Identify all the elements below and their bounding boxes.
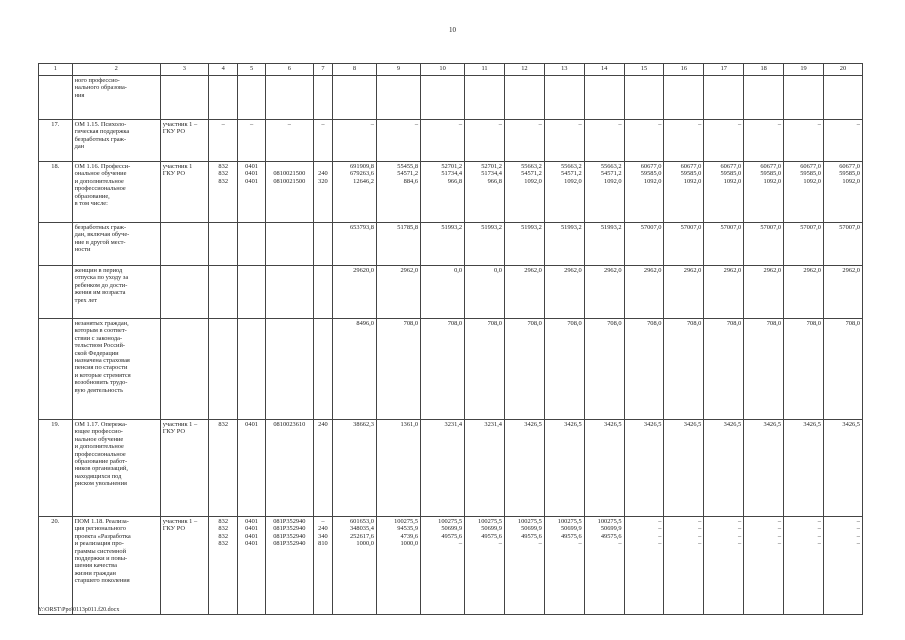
header-cell: 4 — [209, 64, 238, 76]
value-cell: 2962,0 — [784, 266, 824, 319]
target-article-cell — [265, 223, 313, 266]
value-cell: 57007,0 — [704, 223, 744, 266]
target-article-cell — [265, 319, 313, 420]
grbs-code-cell: 832 832 832 832 — [209, 517, 238, 615]
file-path-footer: Y:\ORST\Ppo\0113p011.f20.docx — [38, 607, 120, 613]
header-cell: 15 — [624, 64, 664, 76]
header-cell: 13 — [544, 64, 584, 76]
value-cell — [624, 76, 664, 120]
header-cell: 9 — [376, 64, 420, 76]
row-number-cell: 17. — [39, 120, 73, 162]
target-article-cell: 0810023610 — [265, 420, 313, 517]
value-cell: 52701,2 51734,4 966,8 — [421, 162, 465, 223]
value-cell: 51993,2 — [421, 223, 465, 266]
value-cell: 100275,5 50699,9 49575,6 – — [465, 517, 505, 615]
value-cell — [664, 76, 704, 120]
section-code-cell — [238, 223, 265, 266]
value-cell: 60677,0 59585,0 1092,0 — [744, 162, 784, 223]
header-cell: 7 — [313, 64, 332, 76]
value-cell: 57007,0 — [624, 223, 664, 266]
value-cell — [704, 76, 744, 120]
value-cell: 38662,3 — [332, 420, 376, 517]
participant-cell: участник 1 ГКУ РО — [160, 162, 208, 223]
value-cell: – – – – — [784, 517, 824, 615]
row-number-cell: 19. — [39, 420, 73, 517]
value-cell: 708,0 — [784, 319, 824, 420]
section-code-cell — [238, 319, 265, 420]
grbs-code-cell: 832 832 832 — [209, 162, 238, 223]
table-row — [39, 223, 863, 266]
section-code-cell: 0401 0401 0401 0401 — [238, 517, 265, 615]
value-cell: 100275,5 50699,9 49575,6 – — [504, 517, 544, 615]
value-cell: 3426,5 — [544, 420, 584, 517]
grbs-code-cell — [209, 76, 238, 120]
row-number-cell — [39, 76, 73, 120]
value-cell: 3426,5 — [664, 420, 704, 517]
value-cell: 708,0 — [664, 319, 704, 420]
section-code-cell — [238, 76, 265, 120]
target-article-cell: 081P352940 081P352940 081P352940 081P352940 — [265, 517, 313, 615]
header-cell: 6 — [265, 64, 313, 76]
value-cell: 3426,5 — [624, 420, 664, 517]
value-cell: – – – – — [704, 517, 744, 615]
row-number-cell — [39, 319, 73, 420]
value-cell: 100275,5 50699,9 49575,6 – — [421, 517, 465, 615]
value-cell: – – – – — [823, 517, 862, 615]
header-cell: 17 — [704, 64, 744, 76]
value-cell: 708,0 — [376, 319, 420, 420]
value-cell: 100275,5 50699,9 49575,6 – — [584, 517, 624, 615]
value-cell: 3426,5 — [784, 420, 824, 517]
expense-type-cell — [313, 319, 332, 420]
header-cell: 18 — [744, 64, 784, 76]
value-cell: 57007,0 — [823, 223, 862, 266]
value-cell: 52701,2 51734,4 966,8 — [465, 162, 505, 223]
value-cell: 708,0 — [744, 319, 784, 420]
value-cell — [376, 76, 420, 120]
value-cell: 55663,2 54571,2 1092,0 — [584, 162, 624, 223]
value-cell: – — [744, 120, 784, 162]
value-cell: – — [332, 120, 376, 162]
participant-cell — [160, 319, 208, 420]
header-cell: 19 — [784, 64, 824, 76]
expense-type-cell — [313, 76, 332, 120]
measure-name-cell: ОМ 1.15. Психоло- гическая поддержка безработных граж- дан — [72, 120, 160, 162]
value-cell: 3426,5 — [744, 420, 784, 517]
value-cell: 100275,5 94535,9 4739,6 1000,0 — [376, 517, 420, 615]
measure-name-cell: женщин в период отпуска по уходу за ребенком до дости- жения им возраста трех лет — [72, 266, 160, 319]
grbs-code-cell: – — [209, 120, 238, 162]
value-cell: 708,0 — [504, 319, 544, 420]
value-cell: 2962,0 — [624, 266, 664, 319]
table-row — [39, 120, 863, 162]
value-cell — [584, 76, 624, 120]
target-article-cell: 0810021500 0810021500 — [265, 162, 313, 223]
value-cell: 3231,4 — [421, 420, 465, 517]
value-cell: 2962,0 — [823, 266, 862, 319]
header-cell: 8 — [332, 64, 376, 76]
table-row — [39, 266, 863, 319]
header-cell: 5 — [238, 64, 265, 76]
value-cell: – — [376, 120, 420, 162]
value-cell: 51993,2 — [544, 223, 584, 266]
measure-name-cell: безработных граж- дан, включая обуче- ние в другой мест- ности — [72, 223, 160, 266]
table-row — [39, 319, 863, 420]
participant-cell: участник 1 – ГКУ РО — [160, 120, 208, 162]
value-cell: – — [624, 120, 664, 162]
value-cell: – — [704, 120, 744, 162]
target-article-cell: – — [265, 120, 313, 162]
header-cell: 20 — [823, 64, 862, 76]
value-cell: 708,0 — [421, 319, 465, 420]
value-cell — [465, 76, 505, 120]
value-cell: 8496,0 — [332, 319, 376, 420]
expense-type-cell: – 240 340 810 — [313, 517, 332, 615]
value-cell — [504, 76, 544, 120]
section-code-cell: – — [238, 120, 265, 162]
grbs-code-cell — [209, 266, 238, 319]
header-cell: 10 — [421, 64, 465, 76]
value-cell: 3426,5 — [704, 420, 744, 517]
participant-cell — [160, 223, 208, 266]
target-article-cell — [265, 266, 313, 319]
participant-cell — [160, 266, 208, 319]
value-cell: – — [544, 120, 584, 162]
measure-name-cell: ОМ 1.16. Професси- ональное обучение и дополнительное профессиональное образование, в том числе: — [72, 162, 160, 223]
value-cell: – — [421, 120, 465, 162]
header-row — [39, 64, 863, 76]
value-cell — [744, 76, 784, 120]
header-cell: 16 — [664, 64, 704, 76]
grbs-code-cell: 832 — [209, 420, 238, 517]
value-cell: – – – – — [744, 517, 784, 615]
value-cell: 3426,5 — [584, 420, 624, 517]
grbs-code-cell — [209, 223, 238, 266]
expense-type-cell: – — [313, 120, 332, 162]
table-row — [39, 517, 863, 615]
expense-type-cell: 240 — [313, 420, 332, 517]
value-cell: 51993,2 — [584, 223, 624, 266]
value-cell: 29620,0 — [332, 266, 376, 319]
value-cell: 3426,5 — [504, 420, 544, 517]
value-cell: – — [664, 120, 704, 162]
measure-name-cell: незанятых граждан, которым в соответ- ствии с законода- тельством Россий- ской Федерации назначена страховая пенсия по старости и которые стремятся возобновить трудо- вую деятельность — [72, 319, 160, 420]
value-cell: 60677,0 59585,0 1092,0 — [784, 162, 824, 223]
row-number-cell — [39, 266, 73, 319]
section-code-cell — [238, 266, 265, 319]
table-row — [39, 162, 863, 223]
value-cell: – — [504, 120, 544, 162]
target-article-cell — [265, 76, 313, 120]
table-row — [39, 76, 863, 120]
header-cell: 2 — [72, 64, 160, 76]
value-cell: 708,0 — [584, 319, 624, 420]
value-cell: 691909,8 679263,6 12646,2 — [332, 162, 376, 223]
value-cell: – — [465, 120, 505, 162]
page-number: 10 — [449, 26, 456, 34]
value-cell: 55663,2 54571,2 1092,0 — [544, 162, 584, 223]
row-number-cell: 20. — [39, 517, 73, 615]
value-cell: 55663,2 54571,2 1092,0 — [504, 162, 544, 223]
value-cell: 57007,0 — [784, 223, 824, 266]
value-cell: 57007,0 — [664, 223, 704, 266]
grbs-code-cell — [209, 319, 238, 420]
table-row — [39, 420, 863, 517]
value-cell: 57007,0 — [744, 223, 784, 266]
participant-cell: участник 1 – ГКУ РО — [160, 517, 208, 615]
value-cell: 60677,0 59585,0 1092,0 — [664, 162, 704, 223]
row-number-cell — [39, 223, 73, 266]
value-cell — [332, 76, 376, 120]
value-cell — [823, 76, 862, 120]
header-cell: 3 — [160, 64, 208, 76]
value-cell: – — [823, 120, 862, 162]
value-cell: 2962,0 — [584, 266, 624, 319]
value-cell: 1361,0 — [376, 420, 420, 517]
value-cell: 2962,0 — [504, 266, 544, 319]
value-cell: – — [584, 120, 624, 162]
header-cell: 12 — [504, 64, 544, 76]
value-cell: 60677,0 59585,0 1092,0 — [704, 162, 744, 223]
value-cell: 708,0 — [465, 319, 505, 420]
measure-name-cell: ОМ 1.17. Опережа- ющее профессио- нальное обучение и дополнительное профессиональное образование работ- ников организаций, находящихся под риском увольнения — [72, 420, 160, 517]
header-cell: 11 — [465, 64, 505, 76]
value-cell — [421, 76, 465, 120]
value-cell: 708,0 — [624, 319, 664, 420]
measure-name-cell: ного профессио- нального образова- ния — [72, 76, 160, 120]
value-cell: 100275,5 50699,9 49575,6 – — [544, 517, 584, 615]
value-cell: 708,0 — [704, 319, 744, 420]
header-cell: 1 — [39, 64, 73, 76]
value-cell: 55455,8 54571,2 884,6 — [376, 162, 420, 223]
value-cell: 2962,0 — [744, 266, 784, 319]
participant-cell — [160, 76, 208, 120]
value-cell — [544, 76, 584, 120]
value-cell: 2962,0 — [544, 266, 584, 319]
value-cell: – – – – — [664, 517, 704, 615]
expense-type-cell: 240 320 — [313, 162, 332, 223]
value-cell: 601653,0 348035,4 252617,6 1000,0 — [332, 517, 376, 615]
value-cell: 60677,0 59585,0 1092,0 — [624, 162, 664, 223]
value-cell: 708,0 — [823, 319, 862, 420]
row-number-cell: 18. — [39, 162, 73, 223]
value-cell — [784, 76, 824, 120]
expense-type-cell — [313, 223, 332, 266]
value-cell: 51785,8 — [376, 223, 420, 266]
value-cell: 0,0 — [421, 266, 465, 319]
expense-type-cell — [313, 266, 332, 319]
value-cell: 708,0 — [544, 319, 584, 420]
participant-cell: участник 1 – ГКУ РО — [160, 420, 208, 517]
value-cell: 2962,0 — [704, 266, 744, 319]
value-cell: 2962,0 — [664, 266, 704, 319]
section-code-cell: 0401 — [238, 420, 265, 517]
value-cell: 51993,2 — [504, 223, 544, 266]
value-cell: 2962,0 — [376, 266, 420, 319]
value-cell: 0,0 — [465, 266, 505, 319]
header-cell: 14 — [584, 64, 624, 76]
value-cell: – — [784, 120, 824, 162]
section-code-cell: 0401 0401 0401 — [238, 162, 265, 223]
value-cell: – – – – — [624, 517, 664, 615]
value-cell: 3426,5 — [823, 420, 862, 517]
measure-name-cell: ПОМ 1.18. Реализа- ция регионального проекта «Разработка и реализация про- граммы системной поддержки и повы- шения качества жизни граждан старшего поколения — [72, 517, 160, 615]
budget-table — [38, 63, 863, 615]
value-cell: 3231,4 — [465, 420, 505, 517]
value-cell: 51993,2 — [465, 223, 505, 266]
value-cell: 60677,0 59585,0 1092,0 — [823, 162, 862, 223]
value-cell: 653793,8 — [332, 223, 376, 266]
